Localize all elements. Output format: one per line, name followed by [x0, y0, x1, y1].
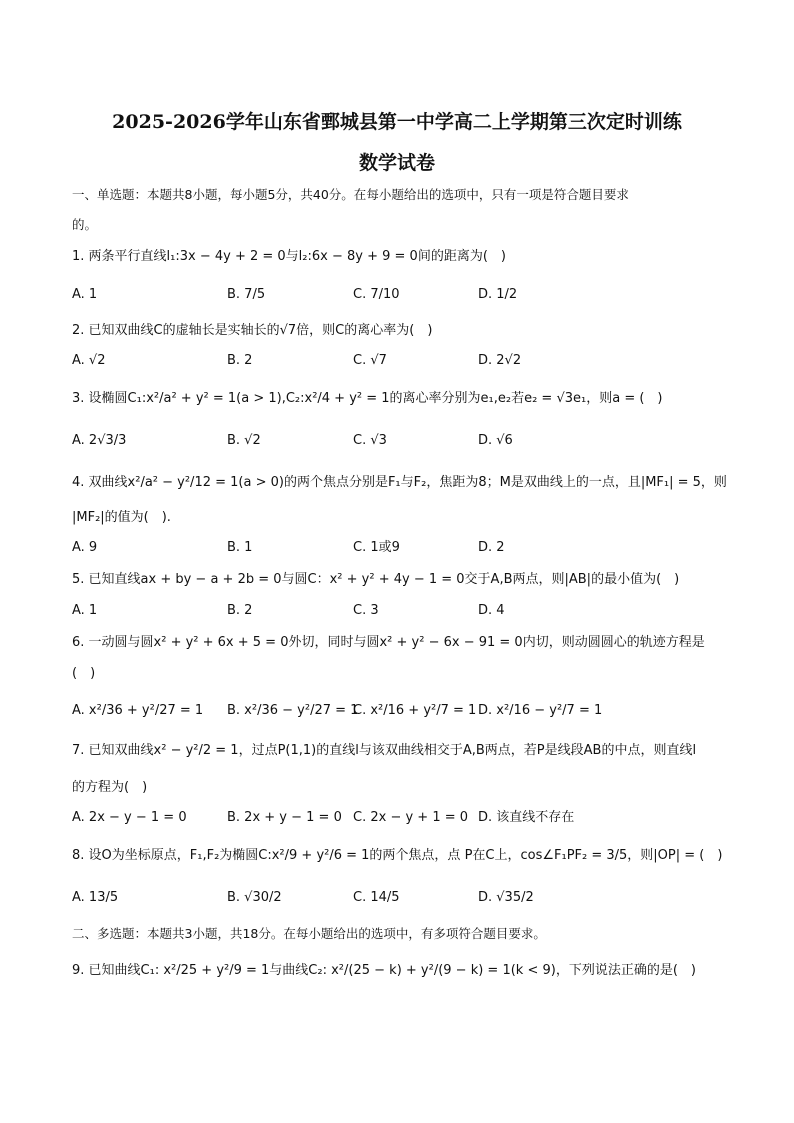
question-4-stem-cont: |MF₂|的值为( ).: [72, 510, 171, 525]
question-3-options: [72, 431, 732, 451]
option-c: C. x²/16 + y²/7 = 1: [353, 703, 477, 718]
option-c: C. √7: [353, 353, 387, 368]
option-d: D. 2: [478, 540, 505, 555]
option-a: A. 1: [72, 603, 98, 618]
question-4-options: [72, 538, 732, 558]
option-c: C. 14/5: [353, 890, 400, 905]
exam-title: 2025-2026学年山东省鄄城县第一中学高二上学期第三次定时训练: [112, 111, 682, 133]
question-5-stem: 5. 已知直线ax + by − a + 2b = 0与圆C：x² + y² + 4y − 1 = 0交于A,B两点，则|AB|的最小值为( ): [72, 572, 680, 587]
question-6-stem-cont: ( ): [72, 666, 96, 681]
option-d: D. 2√2: [478, 353, 522, 368]
option-a: A. 1: [72, 287, 98, 302]
option-c: C. √3: [353, 433, 387, 448]
option-a: A. 13/5: [72, 890, 119, 905]
section-2-heading: 二、多选题：本题共3小题，共18分。在每小题给出的选项中，有多项符合题目要求。: [72, 926, 546, 941]
option-a: A. 2x − y − 1 = 0: [72, 810, 187, 825]
section-1-heading: 一、单选题：本题共8小题，每小题5分，共40分。在每小题给出的选项中，只有一项是符合题目要求: [72, 187, 629, 202]
option-a: A. 2√3/3: [72, 433, 127, 448]
question-7-stem-cont: 的方程为( ): [72, 780, 148, 795]
option-c: C. 3: [353, 603, 379, 618]
question-7-options: [72, 808, 732, 828]
question-4-stem: 4. 双曲线x²/a² − y²/12 = 1(a > 0)的两个焦点分别是F₁与F₂，焦距为8；M是双曲线上的一点，且|MF₁| = 5，则: [72, 475, 727, 490]
question-8-options: [72, 888, 732, 908]
option-b: B. 7/5: [227, 287, 266, 302]
option-a: A. √2: [72, 353, 106, 368]
exam-subtitle: 数学试卷: [358, 152, 435, 174]
option-b: B. 1: [227, 540, 253, 555]
option-c: C. 2x − y + 1 = 0: [353, 810, 469, 825]
option-b: B. x²/36 − y²/27 = 1: [227, 703, 359, 718]
option-c: C. 1或9: [353, 540, 400, 555]
question-2-stem: 2. 已知双曲线C的虚轴长是实轴长的√7倍，则C的离心率为( ): [72, 323, 433, 338]
question-1-stem: 1. 两条平行直线l₁:3x − 4y + 2 = 0与l₂:6x − 8y + 9 = 0间的距离为( ): [72, 249, 506, 264]
question-1-options: [72, 285, 732, 305]
option-d: D. 1/2: [478, 287, 518, 302]
option-c: C. 7/10: [353, 287, 400, 302]
question-5-options: [72, 601, 732, 621]
question-7-stem: 7. 已知双曲线x² − y²/2 = 1，过点P(1,1)的直线l与该双曲线相交于A,B两点，若P是线段AB的中点，则直线l: [72, 743, 697, 758]
option-d: D. √35/2: [478, 890, 534, 905]
question-3-stem: 3. 设椭圆C₁:x²/a² + y² = 1(a > 1),C₂:x²/4 + y² = 1的离心率分别为e₁,e₂若e₂ = √3e₁，则a = ( ): [72, 391, 663, 406]
question-2-options: [72, 351, 732, 371]
option-b: B. 2: [227, 603, 253, 618]
option-b: B. √30/2: [227, 890, 282, 905]
question-6-stem: 6. 一动圆与圆x² + y² + 6x + 5 = 0外切，同时与圆x² + y² − 6x − 91 = 0内切，则动圆圆心的轨迹方程是: [72, 635, 705, 650]
option-a: A. 9: [72, 540, 98, 555]
option-b: B. 2: [227, 353, 253, 368]
option-b: B. √2: [227, 433, 261, 448]
option-d: D. 该直线不存在: [478, 810, 575, 825]
question-8-stem: 8. 设O为坐标原点，F₁,F₂为椭圆C:x²/9 + y²/6 = 1的两个焦点，点 P在C上，cos∠F₁PF₂ = 3/5，则|OP| = ( ): [72, 848, 723, 863]
question-6-options: [72, 701, 732, 721]
section-1-heading-cont: 的。: [72, 217, 98, 232]
option-d: D. √6: [478, 433, 513, 448]
question-9-stem: 9. 已知曲线C₁: x²/25 + y²/9 = 1与曲线C₂: x²/(25 − k) + y²/(9 − k) = 1(k < 9)，下列说法正确的是( ): [72, 963, 696, 978]
option-d: D. x²/16 − y²/7 = 1: [478, 703, 603, 718]
option-d: D. 4: [478, 603, 505, 618]
option-b: B. 2x + y − 1 = 0: [227, 810, 342, 825]
option-a: A. x²/36 + y²/27 = 1: [72, 703, 204, 718]
